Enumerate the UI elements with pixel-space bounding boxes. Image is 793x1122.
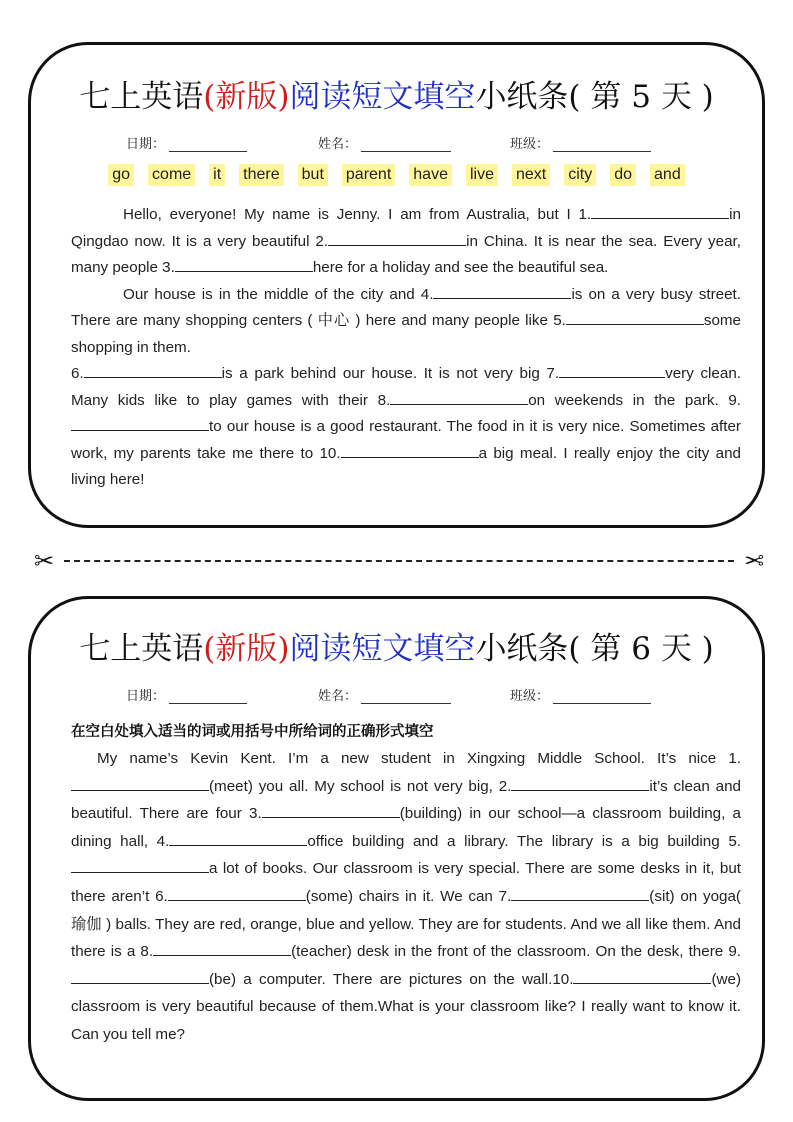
class-field xyxy=(510,133,651,152)
name-line[interactable] xyxy=(361,689,451,704)
blank-2[interactable] xyxy=(328,229,466,246)
passage-text: very clean. Many kids like to play games with their 8. xyxy=(71,365,741,409)
blank-5[interactable] xyxy=(71,856,209,873)
blank-10[interactable] xyxy=(573,967,711,984)
word-bank xyxy=(31,164,762,186)
passage-text: Our house is in the middle of the city and 4. xyxy=(123,285,434,303)
word-bank-item: but xyxy=(298,164,328,186)
paragraph-2 xyxy=(71,282,741,362)
word-bank-item: do xyxy=(610,164,636,186)
word-bank-item: city xyxy=(564,164,596,186)
cut-line xyxy=(34,548,764,574)
word-bank-item: come xyxy=(148,164,195,186)
blank-3[interactable] xyxy=(175,255,313,272)
class-field xyxy=(510,685,651,704)
passage-text: in China. It is near the sea. Every year, many people 3. xyxy=(71,232,741,276)
class-line[interactable] xyxy=(553,137,651,152)
date-field xyxy=(126,133,247,152)
passage-text: (teacher) desk in the front of the classroom. On the desk, there 9. xyxy=(291,943,741,961)
name-field xyxy=(318,133,451,152)
class-label: 班级： xyxy=(510,689,550,704)
word-bank-item: parent xyxy=(342,164,395,186)
paragraph-3 xyxy=(71,361,741,494)
date-label: 日期： xyxy=(126,689,166,704)
name-line[interactable] xyxy=(361,137,451,152)
passage-text: is a park behind our house. It is not very big 7. xyxy=(221,365,560,382)
instruction-text: 在空白处填入适当的词或用括号中所给词的正确形式填空 xyxy=(71,724,434,740)
passage-text: it’s clean and beautiful. There are four 3. xyxy=(71,777,741,823)
blank-4[interactable] xyxy=(169,829,307,846)
blank-1[interactable] xyxy=(71,774,209,791)
date-label: 日期： xyxy=(126,137,166,152)
word-bank-item: it xyxy=(209,164,225,186)
scissors-icon: ✂ xyxy=(743,547,764,575)
date-field xyxy=(126,685,247,704)
passage-text: to our house is a good restaurant. The food in it is very nice. Sometimes after work, my parents take me there to 10. xyxy=(71,418,741,462)
blank-5[interactable] xyxy=(566,308,704,325)
title-part-day: 小纸条( 第 5 天 ) xyxy=(475,79,714,115)
worksheet-card-day6 xyxy=(28,596,765,1101)
blank-6[interactable] xyxy=(168,884,306,901)
date-line[interactable] xyxy=(169,137,247,152)
class-line[interactable] xyxy=(553,689,651,704)
title-part-edition: (新版) xyxy=(203,79,290,115)
title-part-topic: 阅读短文填空 xyxy=(289,79,476,115)
passage-text: here for a holiday and see the beautiful sea. xyxy=(312,259,609,276)
passage-text: on weekends in the park. 9. xyxy=(528,391,741,409)
passage-text: 6. xyxy=(71,365,84,382)
worksheet-card-day5 xyxy=(28,42,765,528)
dashed-divider xyxy=(64,560,734,562)
title-part-subject: 七上英语 xyxy=(79,631,204,667)
blank-8[interactable] xyxy=(153,939,291,956)
passage-day5 xyxy=(71,202,741,494)
title-part-subject: 七上英语 xyxy=(79,79,204,115)
blank-3[interactable] xyxy=(262,801,400,818)
passage-text: (we) classroom is very beautiful because of them.What is your classroom like? I really want to know it. Can you tell me? xyxy=(71,970,741,1043)
title-part-topic: 阅读短文填空 xyxy=(289,631,476,667)
blank-7[interactable] xyxy=(559,361,665,378)
scissors-icon: ✂ xyxy=(34,547,55,575)
name-label: 姓名： xyxy=(318,689,358,704)
class-label: 班级： xyxy=(510,137,550,152)
blank-2[interactable] xyxy=(511,774,649,791)
worksheet-title xyxy=(31,623,762,668)
word-bank-item: next xyxy=(512,164,550,186)
blank-8[interactable] xyxy=(390,388,528,405)
paragraph-1 xyxy=(71,202,741,282)
worksheet-title xyxy=(31,71,762,116)
blank-6[interactable] xyxy=(84,361,222,378)
passage-text: a big meal. I really enjoy the city and living here! xyxy=(71,444,741,488)
passage-text: Hello, everyone! My name is Jenny. I am from Australia, but I 1. xyxy=(123,206,592,223)
word-bank-item: there xyxy=(239,164,283,186)
paragraph-1 xyxy=(71,745,741,1049)
word-bank-item: go xyxy=(108,164,134,186)
name-field xyxy=(318,685,451,704)
blank-4[interactable] xyxy=(433,282,571,299)
date-line[interactable] xyxy=(169,689,247,704)
name-label: 姓名： xyxy=(318,137,358,152)
passage-text: some shopping in them. xyxy=(71,312,741,356)
passage-text: My name’s Kevin Kent. I’m a new student in Xingxing Middle School. It’s nice 1. xyxy=(97,750,741,767)
blank-9[interactable] xyxy=(71,414,209,431)
passage-text: in Qingdao now. It is a very beautiful 2. xyxy=(71,206,741,250)
passage-text: (meet) you all. My school is not very big, 2. xyxy=(209,777,512,795)
passage-text: (building) in our school—a classroom building, a dining hall, 4. xyxy=(71,805,741,850)
passage-text: (sit) on yoga( 瑜伽 ) balls. They are red, orange, blue and yellow. They are for students. And we all like them. And there is a 8. xyxy=(71,887,741,961)
title-part-day: 小纸条( 第 6 天 ) xyxy=(475,631,714,667)
title-part-edition: (新版) xyxy=(203,631,290,667)
word-bank-item: have xyxy=(409,164,452,186)
word-bank-item: and xyxy=(650,164,685,186)
passage-day6 xyxy=(71,745,741,1049)
blank-10[interactable] xyxy=(341,441,479,458)
passage-text: (some) chairs in it. We can 7. xyxy=(305,887,512,905)
word-bank-item: live xyxy=(466,164,498,186)
passage-text: a lot of books. Our classroom is very special. There are some desks in it, but there aren’t 6. xyxy=(71,860,741,905)
blank-7[interactable] xyxy=(511,884,649,901)
passage-text: office building and a library. The library is a big building 5. xyxy=(307,832,741,850)
passage-text: (be) a computer. There are pictures on the wall.10. xyxy=(209,970,574,988)
passage-text: is on a very busy street. There are many shopping centers ( 中心 ) here and many people like 5. xyxy=(71,285,741,329)
blank-1[interactable] xyxy=(591,202,729,219)
blank-9[interactable] xyxy=(71,967,209,984)
